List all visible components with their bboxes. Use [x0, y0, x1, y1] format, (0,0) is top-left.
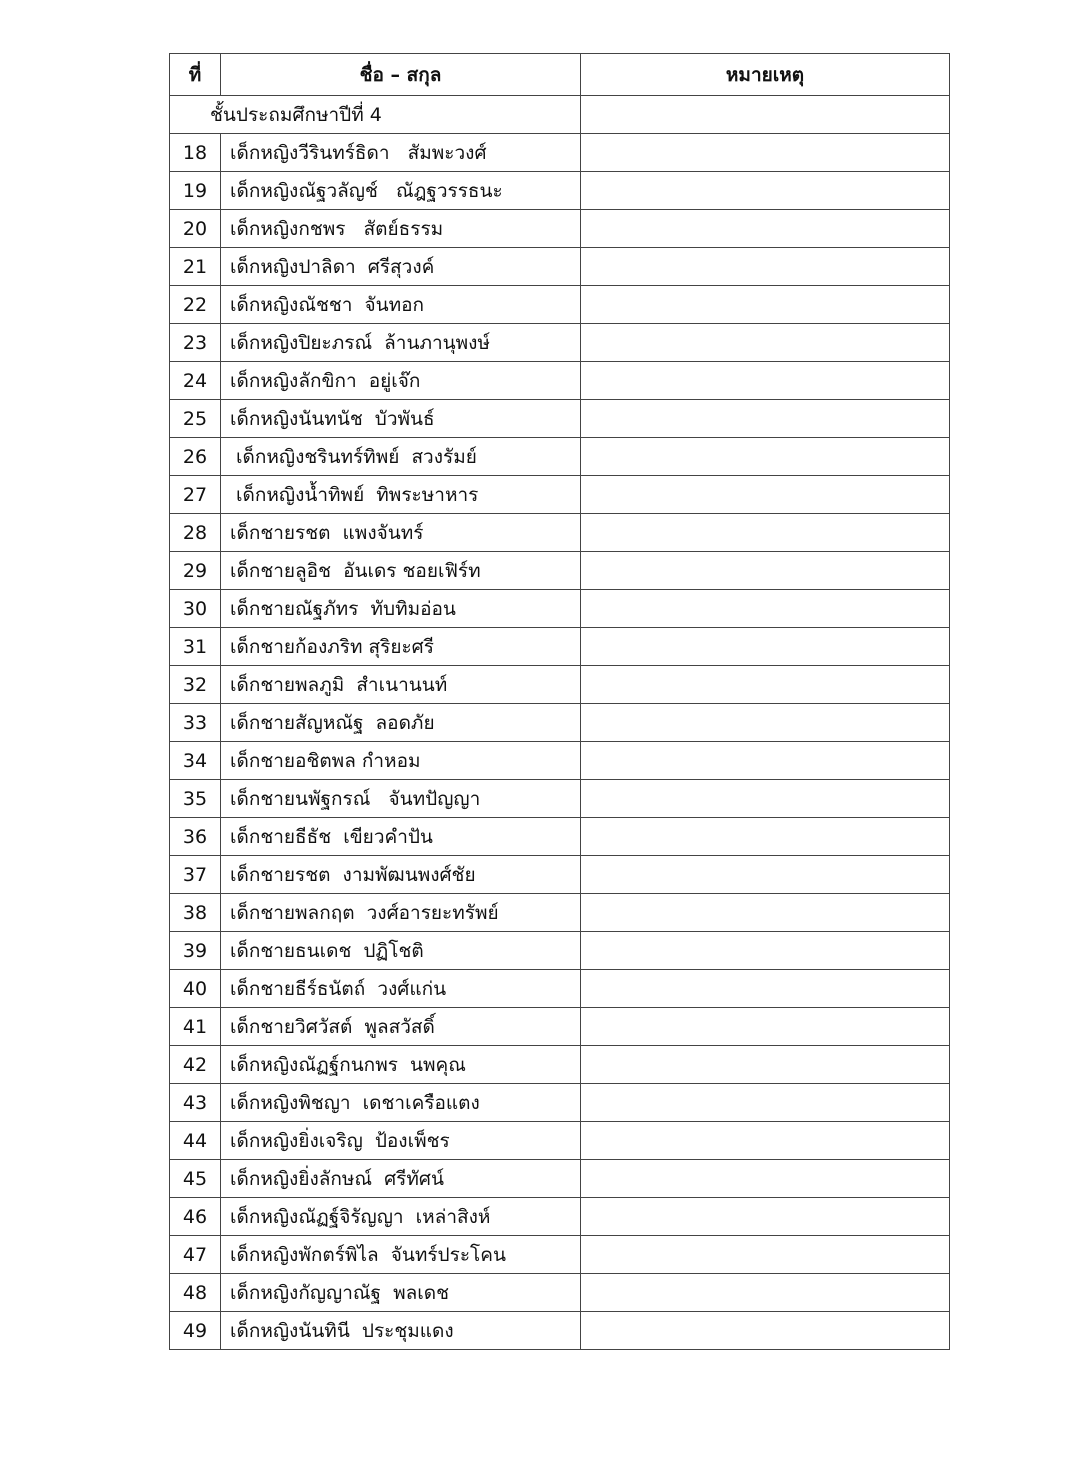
table-row — [170, 590, 950, 628]
row-note — [581, 780, 950, 818]
row-note — [581, 970, 950, 1008]
table-row — [170, 1236, 950, 1274]
table-row — [170, 324, 950, 362]
row-number: 41 — [170, 1008, 221, 1046]
table-body — [170, 96, 950, 1350]
row-note — [581, 1198, 950, 1236]
table-row — [170, 248, 950, 286]
table-row — [170, 286, 950, 324]
row-number: 21 — [170, 248, 221, 286]
student-roster-table — [169, 53, 950, 1350]
row-note — [581, 1160, 950, 1198]
row-number: 23 — [170, 324, 221, 362]
student-name: เด็กชายวิศวัสต์ พูลสวัสดิ์ — [221, 1008, 581, 1046]
row-number: 43 — [170, 1084, 221, 1122]
table-row — [170, 1160, 950, 1198]
table-row — [170, 1122, 950, 1160]
row-note — [581, 552, 950, 590]
student-name: เด็กหญิงณัชชา จันทอก — [221, 286, 581, 324]
student-name: เด็กหญิงชรินทร์ทิพย์ สวงรัมย์ — [221, 438, 581, 476]
table-row — [170, 1198, 950, 1236]
student-name: เด็กหญิงนันทนัช บัวพันธ์ — [221, 400, 581, 438]
row-note — [581, 514, 950, 552]
table-row — [170, 134, 950, 172]
section-title: ชั้นประถมศึกษาปีที่ 4 — [170, 96, 581, 134]
header-note: หมายเหตุ — [581, 54, 950, 96]
row-number: 29 — [170, 552, 221, 590]
row-note — [581, 742, 950, 780]
table-header — [170, 54, 950, 96]
row-note — [581, 704, 950, 742]
table-row — [170, 742, 950, 780]
table-row — [170, 628, 950, 666]
student-name: เด็กชายพลกฤต วงศ์อารยะทรัพย์ — [221, 894, 581, 932]
table-row — [170, 476, 950, 514]
row-note — [581, 1084, 950, 1122]
student-name: เด็กหญิงณัฏฐ์จิรัญญา เหล่าสิงห์ — [221, 1198, 581, 1236]
row-number: 48 — [170, 1274, 221, 1312]
table-row — [170, 552, 950, 590]
row-number: 18 — [170, 134, 221, 172]
row-number: 37 — [170, 856, 221, 894]
row-number: 27 — [170, 476, 221, 514]
row-note — [581, 134, 950, 172]
row-number: 44 — [170, 1122, 221, 1160]
table-row — [170, 666, 950, 704]
row-note — [581, 1312, 950, 1350]
student-name: เด็กหญิงวีรินทร์ธิดา สัมพะวงศ์ — [221, 134, 581, 172]
table-row — [170, 362, 950, 400]
row-note — [581, 628, 950, 666]
row-note — [581, 1046, 950, 1084]
student-name: เด็กชายก้องภริท สุริยะศรี — [221, 628, 581, 666]
student-name: เด็กชายลูอิช อันเดร ชอยเฟิร์ท — [221, 552, 581, 590]
row-number: 22 — [170, 286, 221, 324]
student-name: เด็กชายธีร์ธนัตถ์ วงศ์แก่น — [221, 970, 581, 1008]
row-number: 31 — [170, 628, 221, 666]
row-number: 40 — [170, 970, 221, 1008]
row-note — [581, 362, 950, 400]
row-number: 25 — [170, 400, 221, 438]
row-note — [581, 856, 950, 894]
row-note — [581, 400, 950, 438]
row-number: 30 — [170, 590, 221, 628]
table-row — [170, 210, 950, 248]
row-number: 19 — [170, 172, 221, 210]
row-number: 34 — [170, 742, 221, 780]
table-row — [170, 1008, 950, 1046]
row-number: 33 — [170, 704, 221, 742]
row-number: 24 — [170, 362, 221, 400]
row-number: 32 — [170, 666, 221, 704]
row-note — [581, 1122, 950, 1160]
table-row — [170, 514, 950, 552]
row-number: 49 — [170, 1312, 221, 1350]
student-name: เด็กหญิงปาลิดา ศรีสุวงค์ — [221, 248, 581, 286]
table-row — [170, 818, 950, 856]
row-note — [581, 324, 950, 362]
row-note — [581, 590, 950, 628]
section-note — [581, 96, 950, 134]
student-name: เด็กหญิงยิ่งเจริญ ป้องเพ็ชร — [221, 1122, 581, 1160]
student-name: เด็กหญิงยิ่งลักษณ์ ศรีทัศน์ — [221, 1160, 581, 1198]
row-note — [581, 476, 950, 514]
table-row — [170, 932, 950, 970]
row-number: 46 — [170, 1198, 221, 1236]
student-name: เด็กชายรชต แพงจันทร์ — [221, 514, 581, 552]
table-row — [170, 1274, 950, 1312]
row-note — [581, 210, 950, 248]
student-name: เด็กหญิงพิชญา เดชาเครือแตง — [221, 1084, 581, 1122]
row-number: 47 — [170, 1236, 221, 1274]
student-name: เด็กชายณัฐภัทร ทับทิมอ่อน — [221, 590, 581, 628]
row-note — [581, 818, 950, 856]
row-number: 35 — [170, 780, 221, 818]
student-name: เด็กชายสัญหณัฐ ลอดภัย — [221, 704, 581, 742]
row-note — [581, 248, 950, 286]
row-note — [581, 286, 950, 324]
student-name: เด็กหญิงพักตร์พิไล จันทร์ประโคน — [221, 1236, 581, 1274]
row-note — [581, 932, 950, 970]
student-name: เด็กหญิงณัฐวลัญช์ ณัฎฐวรรธนะ — [221, 172, 581, 210]
student-name: เด็กหญิงนันทินี ประชุมแดง — [221, 1312, 581, 1350]
student-name: เด็กชายธีธัช เขียวคำปัน — [221, 818, 581, 856]
row-number: 38 — [170, 894, 221, 932]
student-name: เด็กหญิงกัญญาณัฐ พลเดช — [221, 1274, 581, 1312]
header-number: ที่ — [170, 54, 221, 96]
row-number: 39 — [170, 932, 221, 970]
row-note — [581, 894, 950, 932]
table-row — [170, 438, 950, 476]
header-name: ชื่อ – สกุล — [221, 54, 581, 96]
student-name: เด็กหญิงน้ำทิพย์ ทิพระษาหาร — [221, 476, 581, 514]
section-row — [170, 96, 950, 134]
row-note — [581, 172, 950, 210]
table-row — [170, 970, 950, 1008]
table-row — [170, 704, 950, 742]
student-name: เด็กชายนพัฐกรณ์ จันทปัญญา — [221, 780, 581, 818]
row-note — [581, 1274, 950, 1312]
table-row — [170, 856, 950, 894]
student-name: เด็กชายรชต งามพัฒนพงศ์ชัย — [221, 856, 581, 894]
student-name: เด็กชายพลภูมิ สำเนานนท์ — [221, 666, 581, 704]
row-note — [581, 1236, 950, 1274]
header-row — [170, 54, 950, 96]
table-row — [170, 894, 950, 932]
student-name: เด็กหญิงกชพร สัตย์ธรรม — [221, 210, 581, 248]
student-name: เด็กหญิงปิยะภรณ์ ล้านภานุพงษ์ — [221, 324, 581, 362]
row-number: 20 — [170, 210, 221, 248]
row-number: 28 — [170, 514, 221, 552]
row-note — [581, 438, 950, 476]
row-number: 45 — [170, 1160, 221, 1198]
table-row — [170, 1084, 950, 1122]
student-name: เด็กชายธนเดช ปฏิโชติ — [221, 932, 581, 970]
table-row — [170, 1046, 950, 1084]
table-row — [170, 172, 950, 210]
row-note — [581, 666, 950, 704]
row-number: 42 — [170, 1046, 221, 1084]
row-number: 36 — [170, 818, 221, 856]
row-number: 26 — [170, 438, 221, 476]
table-row — [170, 400, 950, 438]
table-row — [170, 1312, 950, 1350]
table-row — [170, 780, 950, 818]
student-name: เด็กชายอชิตพล กำหอม — [221, 742, 581, 780]
student-name: เด็กหญิงลักขิกา อยู่เจ๊ก — [221, 362, 581, 400]
row-note — [581, 1008, 950, 1046]
student-name: เด็กหญิงณัฏฐ์กนกพร นพคุณ — [221, 1046, 581, 1084]
